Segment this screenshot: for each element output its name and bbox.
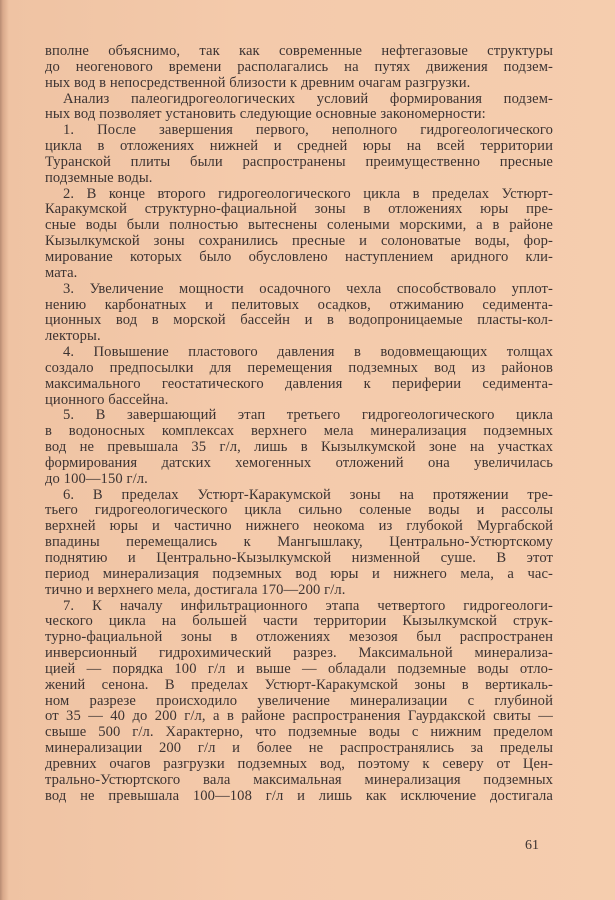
text-line: ционных вод в морской бассейн и в водопроницаемые пласты-кол-: [45, 312, 553, 329]
text-line: сные воды были полностью вытеснены солеными морскими, а в районе: [45, 217, 553, 234]
page-number: 61: [525, 838, 539, 853]
text-line: до 100—150 г/л.: [45, 470, 148, 487]
text-line: в водоносных комплексах верхнего мела минерализация подземных: [45, 423, 553, 440]
text-line: вод не превышала 100—108 г/л и лишь как исключение достигала: [45, 787, 553, 804]
text-line: 1. После завершения первого, неполного гидрогеологического: [63, 122, 553, 139]
text-line: Туранской плиты были распространены преимущественно пресные: [45, 153, 553, 170]
text-line: нению карбонатных и пелитовых осадков, отжиманию седимента-: [45, 296, 553, 313]
text-line: тьего гидрогеологического цикла сильно соленые воды и рассолы: [45, 502, 553, 519]
text-line: вполне объяснимо, так как современные нефтегазовые структуры: [45, 43, 553, 59]
text-line: 7. К началу инфильтрационного этапа четвертого гидрогеологи-: [63, 597, 553, 614]
text-line: подземные воды.: [45, 169, 153, 186]
text-line: от 35 — 40 до 200 г/л, а в районе распространения Гаурдакской свиты —: [45, 708, 553, 725]
text-line: ционного бассейна.: [45, 391, 169, 408]
text-line: ном разрезе происходило увеличение минерализации с глубиной: [45, 692, 553, 709]
text-line: максимального геостатического давления к периферии седимента-: [45, 375, 553, 392]
text-line: Кызылкумской зоны сохранились пресные и солоноватые воды, фор-: [45, 233, 553, 250]
text-line: верхней юры и частично нижнего неокома из глубокой Мургабской: [45, 518, 553, 535]
text-line: жений сенона. В пределах Устюрт-Каракумской зоны в вертикаль-: [45, 676, 553, 693]
text-line: 2. В конце второго гидрогеологического цикла в пределах Устюрт-: [63, 185, 553, 202]
text-line: ных вод позволяет установить следующие основные закономерности:: [45, 106, 486, 123]
text-line: 6. В пределах Устюрт-Каракумской зоны на протяжении тре-: [63, 486, 553, 503]
text-line: Анализ палеогидрогеологических условий формирования подзем-: [63, 90, 553, 107]
text-line: свыше 500 г/л. Характерно, что подземные воды с нижним пределом: [45, 724, 553, 741]
text-line: формирования датских хемогенных отложений она увеличилась: [45, 454, 553, 471]
text-line: инверсионный гидрохимический разрез. Максимальной минерализа-: [45, 645, 553, 662]
text-line: мирование которых было обусловлено наступлением аридного кли-: [45, 248, 553, 265]
text-line: период минерализация подземных вод юры и нижнего мела, а час-: [45, 565, 553, 582]
text-line: Каракумской структурно-фациальной зоны в отложениях юры пре-: [45, 201, 553, 218]
text-line: ческого цикла на большей части территории Кызылкумской струк-: [45, 613, 553, 630]
text-line: мата.: [45, 264, 78, 281]
text-line: турно-фациальной зоны в отложениях мезозоя был распространен: [45, 629, 553, 646]
text-line: 4. Повышение пластового давления в водовмещающих толщах: [63, 344, 553, 361]
text-line: ных вод в непосредственной близости к древним очагам разгрузки.: [45, 74, 471, 91]
text-line: лекторы.: [45, 328, 101, 345]
page-body-text: [45, 44, 553, 805]
text-line: цикла в отложениях нижней и средней юры на всей территории: [45, 138, 553, 155]
text-line: до неогенового времени располагались на путях движения подзем-: [45, 58, 553, 75]
text-line: минерализации 200 г/л и более не распространялись за пределы: [45, 740, 553, 757]
text-line: 5. В завершающий этап третьего гидрогеологического цикла: [63, 407, 553, 424]
text-line: вод не превышала 35 г/л, лишь в Кызылкумской зоне на участках: [45, 439, 553, 456]
text-line: 3. Увеличение мощности осадочного чехла способствовало уплот-: [63, 280, 553, 297]
text-line: цией — порядка 100 г/л и выше — обладали подземные воды отло-: [45, 660, 553, 677]
text-line: трально-Устюртского вала максимальная минерализация подземных: [45, 771, 553, 788]
text-line: поднятию и Центрально-Кызылкумской низменной суше. В этот: [45, 550, 553, 566]
text-line: создало предпосылки для перемещения подземных вод из районов: [45, 359, 553, 376]
text-line: тично и верхнего мела, достигала 170—200 г/л.: [45, 581, 346, 598]
text-line: древних очагов разгрузки подземных вод, поэтому к северу от Цен-: [45, 755, 553, 772]
text-line: впадины перемещались к Мангышлаку, Центрально-Устюртскому: [45, 534, 553, 551]
